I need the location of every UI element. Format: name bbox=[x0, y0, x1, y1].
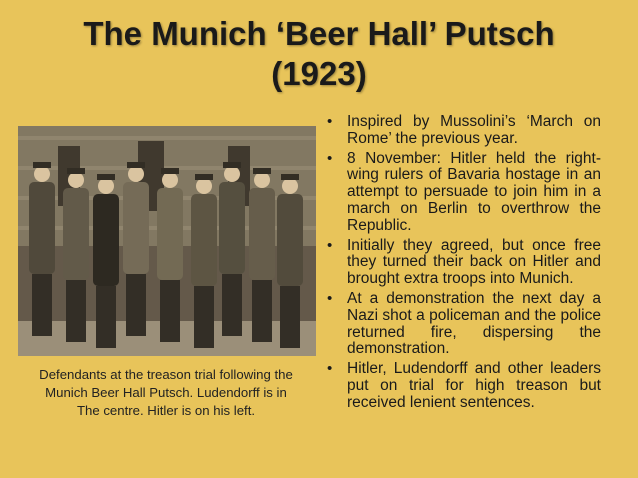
bullet-item bbox=[325, 238, 601, 288]
bullet-text: Initially they agreed, but once free they turned their back on Hitler and brought extra troops into Munich. bbox=[347, 236, 601, 288]
bullet-icon: • bbox=[327, 236, 333, 254]
bullet-text: Inspired by Mussolini’s ‘March on Rome’ the previous year. bbox=[347, 113, 601, 147]
bullet-icon: • bbox=[327, 149, 333, 167]
group-portrait-image bbox=[18, 126, 316, 356]
bullet-list bbox=[325, 114, 601, 415]
bullet-text: Hitler, Ludendorff and other leaders put on trial for high treason but received lenient sentences. bbox=[347, 360, 601, 411]
person-figure bbox=[219, 162, 245, 336]
person-figure bbox=[277, 174, 303, 348]
bullet-item bbox=[325, 151, 601, 235]
photo-caption bbox=[12, 366, 320, 420]
person-figure bbox=[93, 174, 119, 348]
bullet-text: 8 November: Hitler held the right-wing rulers of Bavaria hostage in an attempt to persuade to join him in a march on Berlin to overthrow the Republic. bbox=[347, 149, 601, 234]
slide-title bbox=[0, 14, 638, 94]
caption-line-1: Defendants at the treason trial following the bbox=[39, 367, 293, 382]
bullet-text: At a demonstration the next day a Nazi shot a policeman and the police returned fire, dispersing the demonstration. bbox=[347, 289, 601, 358]
person-figure bbox=[191, 174, 217, 348]
person-figure bbox=[63, 168, 89, 342]
bullet-icon: • bbox=[327, 360, 333, 378]
historical-photo bbox=[18, 126, 316, 356]
title-line-1: The Munich ‘Beer Hall’ Putsch bbox=[83, 15, 555, 52]
bullet-icon: • bbox=[327, 289, 333, 307]
bullet-item bbox=[325, 291, 601, 358]
title-line-2: (1923) bbox=[271, 55, 367, 92]
person-figure bbox=[249, 168, 275, 342]
person-figure bbox=[29, 162, 55, 336]
bullet-item bbox=[325, 114, 601, 148]
caption-line-2: Munich Beer Hall Putsch. Ludendorff is in bbox=[45, 385, 287, 400]
person-figure bbox=[157, 168, 183, 342]
caption-line-3: The centre. Hitler is on his left. bbox=[76, 403, 256, 418]
bullet-icon: • bbox=[327, 113, 333, 130]
bullet-item bbox=[325, 361, 601, 411]
person-figure bbox=[123, 162, 149, 336]
